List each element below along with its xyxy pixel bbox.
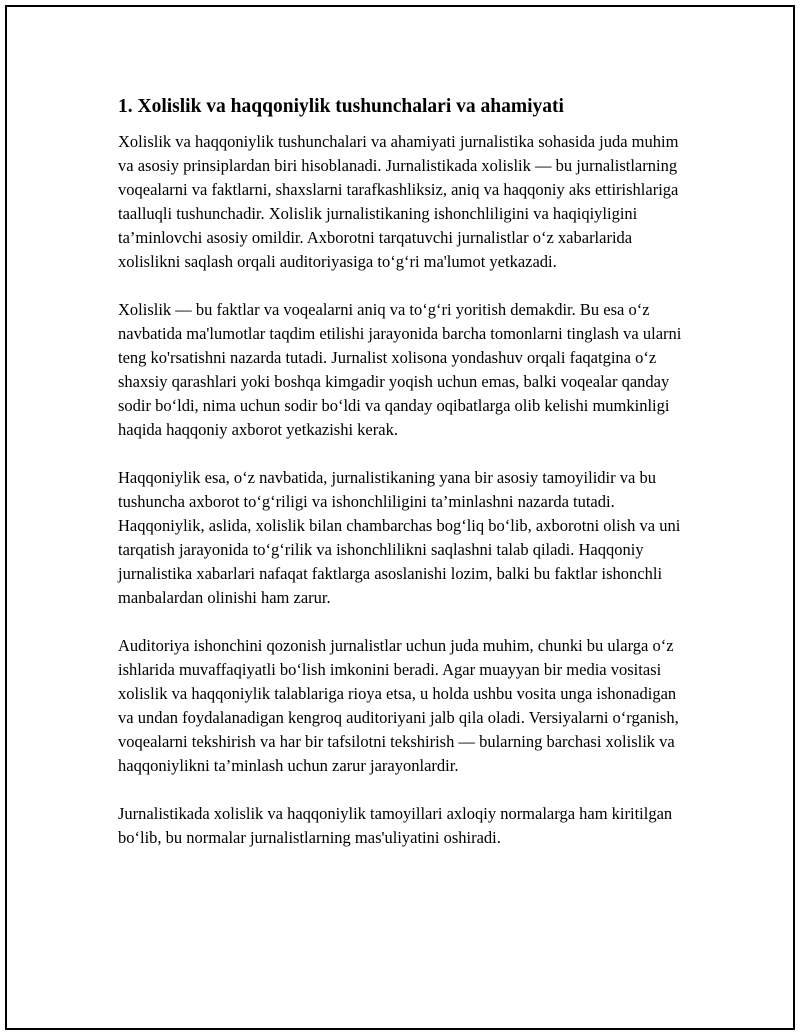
paragraph-2: Xolislik — bu faktlar va voqealarni aniq va to‘g‘ri yoritish demakdir. Bu esa o‘z navbatida ma'lumotlar taqdim etilishi jarayonida barcha tomonlarni tinglash va ularni teng ko'rsatishni nazarda tutadi. Jurnalist xolisona yondashuv orqali faqatgina o‘z shaxsiy qarashlari yoki boshqa kimgadir yoqish uchun emas, balki voqealar qanday sodir bo‘ldi, nima uchun sodir bo‘ldi va qanday oqibatlarga olib kelishi mumkinligi haqida haqqoniy axborot yetkazishi kerak. bbox=[118, 300, 682, 439]
paragraph-5: Jurnalistikada xolislik va haqqoniylik tamoyillari axloqiy normalarga ham kiritilgan bo‘lib, bu normalar jurnalistlarning mas'uliyatini oshiradi. bbox=[118, 804, 673, 847]
paragraph-1: Xolislik va haqqoniylik tushunchalari va ahamiyati jurnalistika sohasida juda muhim va asosiy prinsiplardan biri hisoblanadi. Jurnalistikada xolislik — bu jurnalistlarning voqealarni va faktlarni, shaxslarni tarafkashliksiz, aniq va haqqoniy aks ettirishlariga taalluqli tushunchadir. Xolislik jurnalistikaning ishonchliligini va haqiqiyligini ta’minlovchi asosiy omildir. Axborotni tarqatuvchi jurnalistlar o‘z xabarlarida xolislikni saqlash orqali auditoriyasiga to‘g‘ri ma'lumot yetkazadi. bbox=[118, 132, 679, 271]
document-body bbox=[118, 94, 688, 850]
paragraph-3: Haqqoniylik esa, o‘z navbatida, jurnalistikaning yana bir asosiy tamoyilidir va bu tushuncha axborot to‘g‘riligi va ishonchliligini ta’minlashni nazarda tutadi. Haqqoniylik, aslida, xolislik bilan chambarchas bog‘liq bo‘lib, axborotni olish va uni tarqatish jarayonida to‘g‘rilik va ishonchlilikni saqlashni talab qiladi. Haqqoniy jurnalistika xabarlari nafaqat faktlarga asoslanishi lozim, balki bu faktlar ishonchli manbalardan olinishi ham zarur. bbox=[118, 468, 681, 607]
paragraph-4: Auditoriya ishonchini qozonish jurnalistlar uchun juda muhim, chunki bu ularga o‘z ishlarida muvaffaqiyatli bo‘lish imkonini beradi. Agar muayyan bir media vositasi xolislik va haqqoniylik talablariga rioya etsa, u holda ushbu vosita unga ishonadigan va undan foydalanadigan kengroq auditoriyani jalb qila oladi. Versiyalarni o‘rganish, voqealarni tekshirish va har bir tafsilotni tekshirish — bularning barchasi xolislik va haqqoniylikni ta’minlash uchun zarur jarayonlardir. bbox=[118, 636, 679, 775]
section-heading: 1. Xolislik va haqqoniylik tushunchalari va ahamiyati bbox=[118, 96, 564, 117]
